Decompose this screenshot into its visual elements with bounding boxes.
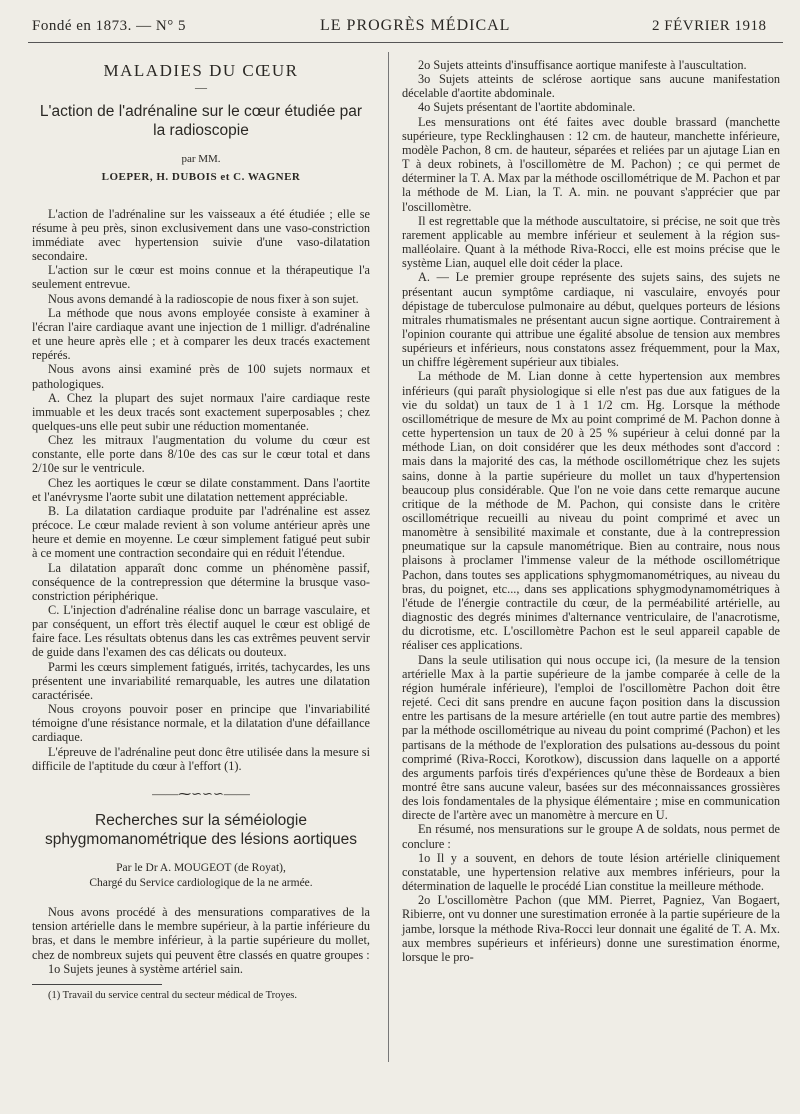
article1-paragraph: Nous croyons pouvoir poser en principe que l'invariabilité témoigne d'une résistance normale, et la dilatation d'une défaillance cardiaque.: [32, 702, 370, 745]
article1-byline-prefix: par MM.: [181, 153, 221, 166]
article1-paragraph: L'action sur le cœur est moins connue et la thérapeutique l'a seulement entrevue.: [32, 263, 370, 292]
article1-paragraph: L'épreuve de l'adrénaline peut donc être utilisée dans la mesure si difficile de l'aptitude du cœur à l'effort (1).: [32, 744, 370, 773]
article2-paragraph: Dans la seule utilisation qui nous occupe ici, (la mesure de la tension artérielle Max à la partie supérieure de la jambe comparée à celle de la région humérale inférieure), l'emploi de l'oscillomètre Pachon doit être rejeté. Ceci dit sans prendre en aucune façon position dans la discussion entre les partisans de la mesure artérielle (en tout autre partie des membres) par la méthode oscillométrique au niveau du point comprimé (Pachon) et les partisans de la méthode de l'exploration des pulsations au-dessous du point comprimé (Riva-Rocci, Korotkow), discussion dans laquelle on a apporté des arguments parfois tirés d'expériences qu'une thèse de Bordeaux a bien montré être sans aucune valeur, basées sur des méconnaissances grossières des lois fondamentales de la physique élémentaire ; mise en communication directe de l'artère avec un manomètre à mercure en U.: [402, 652, 780, 823]
article1-paragraph: La méthode que nous avons employée consiste à examiner à l'écran l'aire cardiaque avant une injection de 1 milligr. d'adrénaline et une heure après elle ; et à comparer les deux tracés exactement repérés.: [32, 305, 370, 363]
left-column: [32, 54, 370, 1003]
article1-paragraph: Nous avons demandé à la radioscopie de nous fixer à son sujet.: [48, 291, 359, 306]
article2-paragraph: 2o Sujets atteints d'insuffisance aortique manifeste à l'auscultation.: [418, 58, 747, 72]
article1-title: L'action de l'adrénaline sur le cœur étudiée par la radioscopie: [39, 103, 363, 140]
article2-paragraph: En résumé, nos mensurations sur le groupe A de soldats, nous permet de conclure :: [402, 822, 780, 851]
article1-paragraph: A. Chez la plupart des sujet normaux l'aire cardiaque reste immuable et les deux tracés sont exactement superposables ; chez quelques-uns elle peut subir une réduction momentanée.: [32, 390, 370, 433]
header-founded-issue: Fondé en 1873. — N° 5: [32, 18, 186, 34]
article1-paragraph: La dilatation apparaît donc comme un phénomène passif, conséquence de la contrepression que détermine la brusque vaso-constriction périphérique.: [32, 560, 370, 603]
journal-title: LE PROGRÈS MÉDICAL: [320, 17, 511, 34]
article1-paragraph: Chez les aortiques le cœur se dilate constamment. Dans l'aortite et l'anévrysme l'aorte subit une dilatation nettement appréciable.: [32, 475, 370, 504]
header-rule: [28, 42, 783, 43]
right-column: [402, 58, 780, 964]
article2-paragraph: Il est regrettable que la méthode auscultatoire, si précise, ne soit que très rarement applicable au membre inférieur et seulement à la région sus-malléolaire. Quant à la méthode Riva-Rocci, elle est moins précise que le système Lian, auquel elle doit céder la place.: [402, 213, 780, 271]
article2-paragraph: Nous avons procédé à des mensurations comparatives de la tension artérielle dans le membre supérieur, à la partie inférieure du bras, et dans le membre inférieur, à la partie supérieure du mollet, chez de nombreux sujets qui peuvent être classés en quatre groupes :: [32, 905, 370, 962]
article1-paragraph: Chez les mitraux l'augmentation du volume du cœur est constante, elle porte dans 8/10e des cas sur le cœur total et dans 2/10e sur le ventricule.: [32, 433, 370, 476]
article2-paragraph: Les mensurations ont été faites avec double brassard (manchette supérieure, type Recklinghausen : 12 cm. de hauteur, manchette inférieure, modèle Pachon, 8 cm. de hauteur, séparées et reliées par un ajutage Lian en T à deux robinets, à l'oscillomètre de M. Pachon) ; ce qui permet de déterminer la T. A. Max par la méthode oscillométrique de M. Pachon et par la méthode de M. Lian, la T. A. min. ne pouvant s'apprécier que par l'oscillomètre.: [402, 114, 780, 214]
article2-title: Recherches sur la séméiologie sphygmomanométrique des lésions aortiques: [45, 812, 357, 849]
article2-byline: [32, 861, 370, 891]
running-header: [0, 0, 800, 44]
article2-affiliation: Chargé du Service cardiologique de la ne armée.: [89, 877, 313, 890]
separator-flourish: ——⁓∽∽∽——: [152, 785, 250, 801]
article1-paragraph: C. L'injection d'adrénaline réalise donc un barrage vasculaire, et par conséquent, un effort très électif auquel le cœur est obligé de faire face. Les résultats obtenus dans les cas extrêmes peuvent servir de guide dans l'examen des cas délicats ou douteux.: [32, 603, 370, 660]
article2-author: Par le Dr A. MOUGEOT (de Royat),: [116, 862, 286, 875]
article1-paragraph: Nous avons ainsi examiné près de 100 sujets normaux et pathologiques.: [32, 362, 370, 391]
section-title: MALADIES DU CŒUR: [103, 61, 299, 80]
section-dash: —: [195, 80, 207, 95]
header-date: 2 FÉVRIER 1918: [652, 18, 767, 34]
article2-paragraph: 1o Sujets jeunes à système artériel sain.: [48, 961, 243, 976]
article2-paragraph: A. — Le premier groupe représente des sujets sains, des sujets ne présentant aucun symptôme cardiaque, ni vasculaire, envoyés pour dépistage de tuberculose pulmonaire au début, quelques porteurs de lésions mitrales rhumatismales ne présentant aucun signe aortique. Contrairement à l'opinion courante qui attribue une égalité absolue de tension aux membres supérieurs et inférieurs, nous constatons assez fréquemment, pour la Max, un chiffre légèrement supérieur aux tibiales.: [402, 270, 780, 370]
article1-paragraph: B. La dilatation cardiaque produite par l'adrénaline est assez précoce. Le cœur malade revient à son volume antérieur après une heure et demie en moyenne. Le cœur simplement fatigué peut subir à ce moment une contraction secondaire qui en réduit l'étendue.: [32, 503, 370, 561]
article2-paragraph: 3o Sujets atteints de sclérose aortique sans aucune manifestation décelable d'aortite abdominale.: [402, 72, 780, 101]
footnote: (1) Travail du service central du secteur médical de Troyes.: [48, 989, 298, 1001]
article2-paragraph: 2o L'oscillomètre Pachon (que MM. Pierret, Pagniez, Van Bogaert, Ribierre, ont vu donner une surestimation erronée à la partie supérieure de la jambe, lorsque la méthode Riva-Rocci leur donnait une égalité de T. A. Mx. aux membres supérieurs et inférieurs) donne une surestimation énorme, lorsque le pro-: [402, 893, 780, 964]
article1-authors: LOEPER, H. DUBOIS et C. WAGNER: [101, 171, 301, 184]
article2-paragraph: La méthode de M. Lian donne à cette hypertension aux membres inférieurs (qui paraît physiologique si elle n'est pas due aux fatigues de la vie du soldat) un taux de 1 à 1 1/2 cm. Hg. Lorsque la méthode oscillométrique de mesure de Mx au point comprimé de M. Pachon donne à cette hypertension un taux de 20 à 25 % supérieur à celui donné par la méthode Lian, on doit considérer que les deux méthodes sont d'accord : mais dans la majorité des cas, la méthode oscillométrique chez les sujets sains, donne à la partie supérieure du mollet un taux d'hypertension beaucoup plus considérable. Que l'on ne voie dans cette remarque aucune critique de la méthode de M. Pachon, qui consiste dans le critère oscillométrique recueilli au niveau du point comprimé et avec un manomètre à sensibilité maximale et constante, due à la contrepression pneumatique sur la capsule manométrique. Bien au contraire, nous nous plaisons à proclamer l'immense valeur de la méthode oscillométrique Pachon, dans toutes ses applications sphygmomanométriques, au niveau du bras, du poignet, etc..., dans ses applications sphygmodynamométriques à l'étude de l'énergie contractile du cœur, de la perméabilité artérielle, au diagnostic des degrés minimes d'alternance ventriculaire, de l'anacrotisme, du dicrotisme, etc. L'oscillomètre Pachon est le seul appareil capable de réaliser ces applications.: [402, 369, 780, 653]
article1-paragraph: L'action de l'adrénaline sur les vaisseaux a été étudiée ; elle se résume à peu près, sinon exclusivement dans une vaso-constriction immédiate avec hypertension suivie d'une vaso-dilatation secondaire.: [32, 206, 370, 264]
column-divider: [388, 52, 389, 1062]
footnote-rule: [32, 984, 162, 985]
article2-paragraph: 1o Il y a souvent, en dehors de toute lésion artérielle cliniquement constatable, une hypertension relative aux membres inférieurs, pour la détermination de laquelle le procédé Lian constitue la meilleure méthode.: [402, 850, 780, 894]
article2-paragraph: 4o Sujets présentant de l'aortite abdominale.: [418, 100, 636, 115]
article1-paragraph: Parmi les cœurs simplement fatigués, irrités, tachycardes, les uns présentent une invariabilité remarquable, les autres une dilatation caractérisée.: [32, 659, 370, 702]
